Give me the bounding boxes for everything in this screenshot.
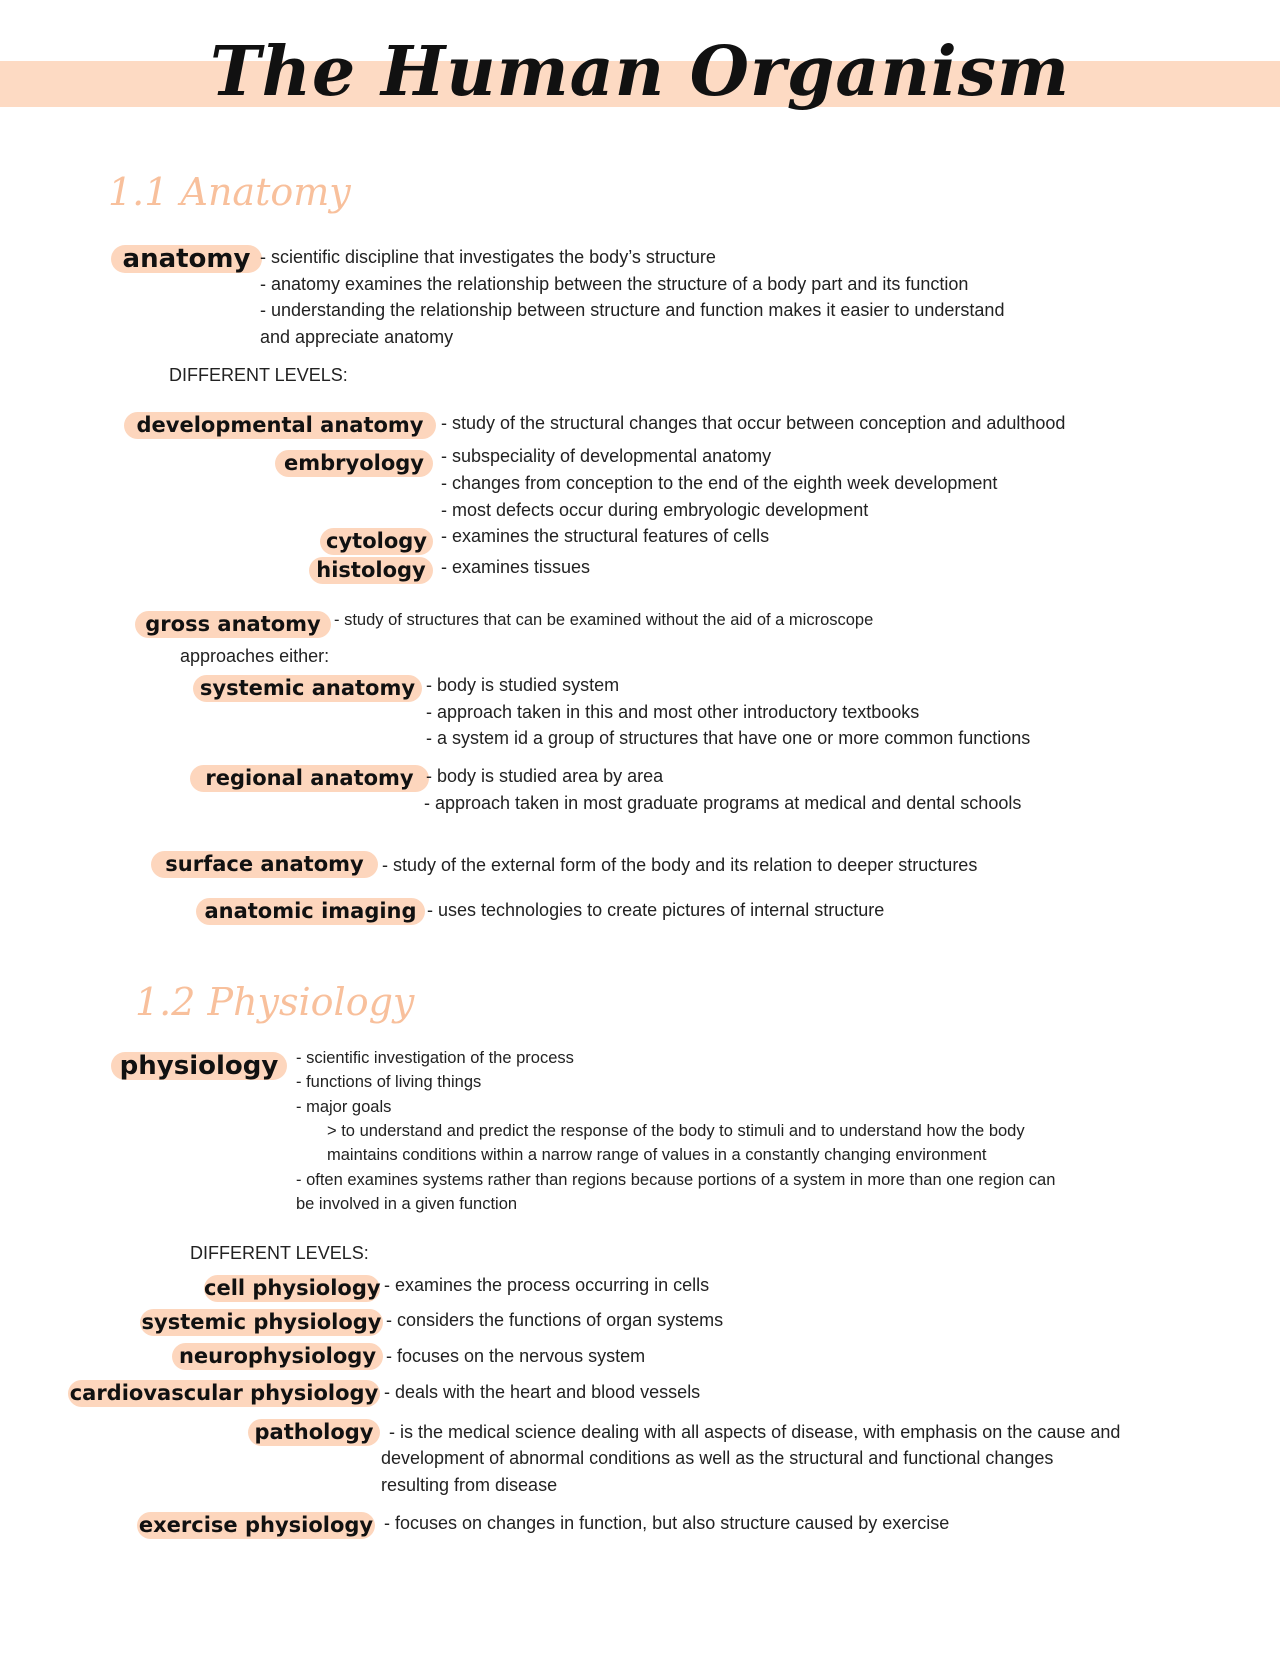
definition-line: - examines the structural features of cells	[441, 526, 770, 546]
term-anatomy: anatomy	[111, 245, 262, 273]
definition-line: - most defects occur during embryologic development	[441, 500, 869, 520]
term-histology: histology	[309, 557, 433, 584]
definition-line: - functions of living things	[296, 1073, 482, 1091]
term-gross-anatomy: gross anatomy	[135, 611, 331, 638]
levels-label: DIFFERENT LEVELS:	[190, 1243, 369, 1263]
definition-line: maintains conditions within a narrow range of values in a constantly changing environment	[327, 1146, 987, 1164]
definition-line: - examines tissues	[441, 557, 591, 577]
term-cell-physiology: cell physiology	[204, 1276, 381, 1300]
definition-line: - study of structures that can be examined without the aid of a microscope	[334, 611, 874, 629]
term-systemic-anatomy: systemic anatomy	[193, 675, 422, 702]
approaches-label: approaches either:	[180, 646, 330, 666]
definition-line: - approach taken in most graduate programs at medical and dental schools	[424, 793, 1022, 813]
definition-line: resulting from disease	[381, 1475, 558, 1495]
definition-line: - understanding the relationship between structure and function makes it easier to understand	[260, 300, 1005, 320]
definition-line: - focuses on the nervous system	[386, 1346, 646, 1366]
term-embryology: embryology	[275, 450, 433, 477]
definition-line: - study of the structural changes that occur between conception and adulthood	[441, 413, 1066, 433]
definition-line: - examines the process occurring in cells	[384, 1275, 710, 1295]
page-title: The Human Organism	[210, 32, 1070, 112]
term-exercise-physiology: exercise physiology	[138, 1513, 374, 1537]
term-neurophysiology: neurophysiology	[172, 1343, 383, 1370]
term-systemic-physiology: systemic physiology	[141, 1310, 382, 1334]
definition-line: - focuses on changes in function, but also structure caused by exercise	[384, 1513, 950, 1533]
term-pathology: pathology	[248, 1419, 380, 1446]
term-regional-anatomy: regional anatomy	[190, 765, 429, 792]
term-cardiovascular-physiology: cardiovascular physiology	[69, 1381, 379, 1405]
term-cytology: cytology	[320, 528, 433, 555]
definition-line: - body is studied system	[426, 675, 620, 695]
definition-line: - uses technologies to create pictures of internal structure	[427, 900, 885, 920]
definition-line: - considers the functions of organ systems	[386, 1310, 724, 1330]
definition-line: - often examines systems rather than regions because portions of a system in more than one region can	[296, 1171, 1056, 1189]
definition-line: - body is studied area by area	[426, 766, 664, 786]
definition-line: and appreciate anatomy	[260, 327, 454, 347]
definition-line: - study of the external form of the body and its relation to deeper structures	[382, 855, 978, 875]
term-anatomic-imaging: anatomic imaging	[196, 898, 425, 925]
term-surface-anatomy: surface anatomy	[151, 851, 378, 878]
definition-line: - deals with the heart and blood vessels	[384, 1382, 701, 1402]
term-physiology: physiology	[111, 1052, 287, 1080]
definition-line: - approach taken in this and most other introductory textbooks	[426, 702, 920, 722]
definition-line: - is the medical science dealing with all aspects of disease, with emphasis on the cause and	[389, 1422, 1121, 1442]
definition-line: - scientific investigation of the process	[296, 1049, 574, 1067]
definition-line: - subspeciality of developmental anatomy	[441, 446, 772, 466]
levels-label: DIFFERENT LEVELS:	[169, 365, 348, 385]
term-developmental-anatomy: developmental anatomy	[124, 412, 436, 439]
section-heading-anatomy: 1.1 Anatomy	[108, 170, 351, 214]
definition-line: development of abnormal conditions as well as the structural and functional changes	[381, 1448, 1054, 1468]
definition-line: > to understand and predict the response of the body to stimuli and to understand how the body	[327, 1122, 1025, 1140]
definition-line: - a system id a group of structures that have one or more common functions	[426, 728, 1031, 748]
definition-line: - scientific discipline that investigates the body’s structure	[260, 247, 716, 267]
definition-line: be involved in a given function	[296, 1195, 518, 1213]
definition-line: - major goals	[296, 1098, 392, 1116]
definition-line: - anatomy examines the relationship between the structure of a body part and its function	[260, 274, 969, 294]
section-heading-physiology: 1.2 Physiology	[135, 980, 415, 1024]
definition-line: - changes from conception to the end of the eighth week development	[441, 473, 998, 493]
